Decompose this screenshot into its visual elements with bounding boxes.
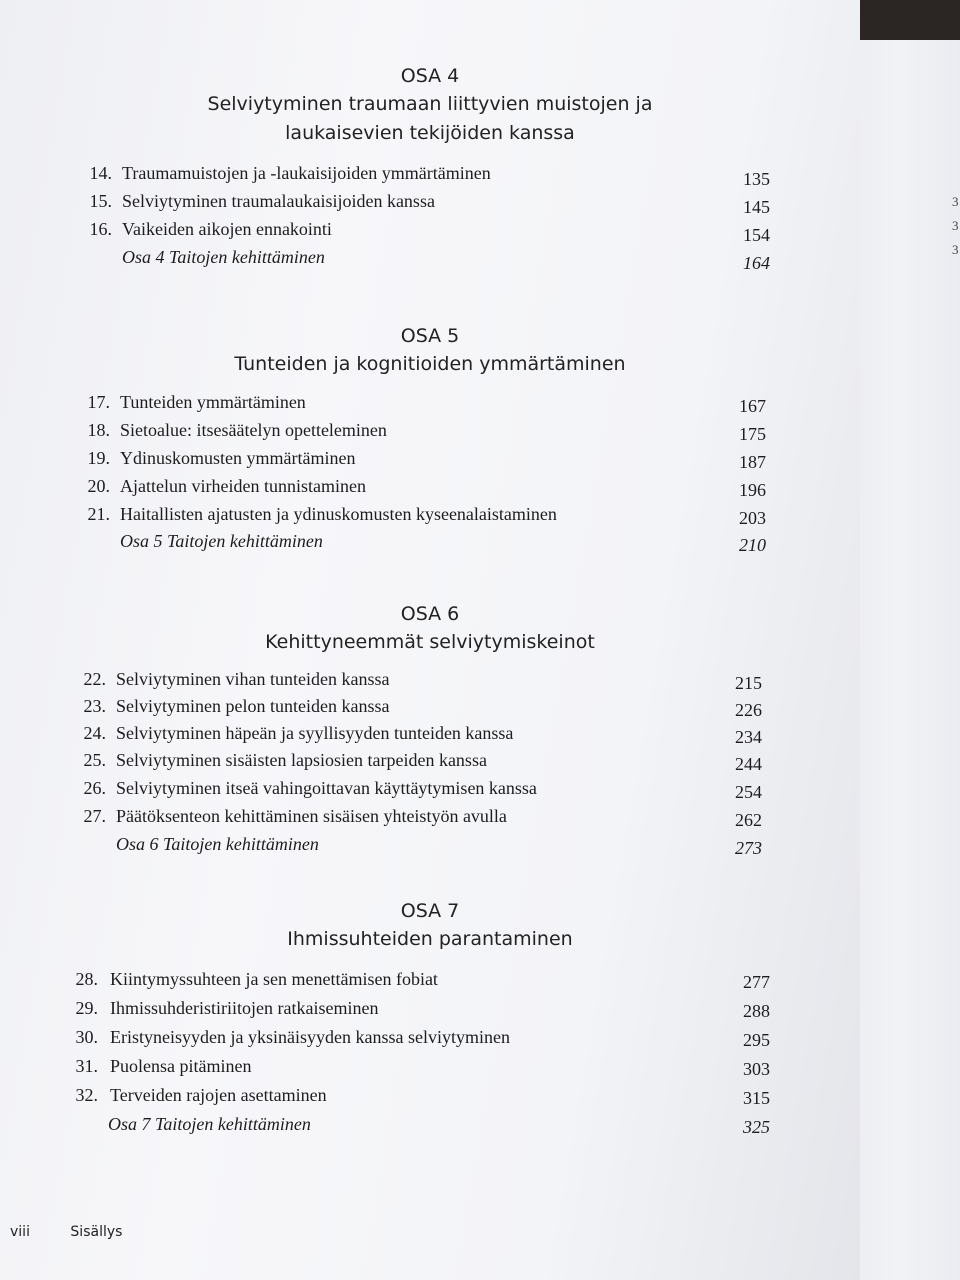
page-number: 210 xyxy=(739,535,766,555)
page-number: 203 xyxy=(739,508,766,528)
page-footer xyxy=(10,1224,122,1240)
chapter-number: 30. xyxy=(75,1027,98,1047)
chapter-number: 19. xyxy=(87,448,110,468)
part-title: Kehittyneemmät selviytymiskeinot xyxy=(265,631,595,653)
chapter-number: 17. xyxy=(87,392,110,412)
page-number: 262 xyxy=(735,810,762,830)
chapter-title: Selviytyminen sisäisten lapsiosien tarpeiden kanssa xyxy=(116,750,487,770)
chapter-title: Vaikeiden aikojen ennakointi xyxy=(122,219,332,239)
chapter-number: 21. xyxy=(87,504,110,524)
chapter-title: Terveiden rajojen asettaminen xyxy=(110,1085,327,1105)
chapter-number: 16. xyxy=(89,219,112,239)
chapter-number: 29. xyxy=(75,998,98,1018)
page-number: 295 xyxy=(743,1030,770,1050)
page-number: 303 xyxy=(743,1059,770,1079)
page-number: 254 xyxy=(735,782,762,802)
page-number: 145 xyxy=(743,197,770,217)
folio-number: viii xyxy=(10,1224,30,1240)
page-number: 277 xyxy=(743,972,770,992)
chapter-number: 27. xyxy=(83,806,106,826)
chapter-number: 31. xyxy=(75,1056,98,1076)
part-label: OSA 7 xyxy=(400,900,460,922)
skills-section-title: Osa 7 Taitojen kehittäminen xyxy=(108,1114,311,1134)
part-title: Ihmissuhteiden parantaminen xyxy=(287,928,573,950)
chapter-number: 26. xyxy=(83,778,106,798)
page-number: 196 xyxy=(739,480,766,500)
page-number: 288 xyxy=(743,1001,770,1021)
page-number: 273 xyxy=(735,838,762,858)
chapter-title: Traumamuistojen ja -laukaisijoiden ymmärtäminen xyxy=(122,163,491,183)
page-number: 135 xyxy=(743,169,770,189)
page-number: 215 xyxy=(735,673,762,693)
chapter-title: Selviytyminen häpeän ja syyllisyyden tunteiden kanssa xyxy=(116,723,514,743)
part-title: laukaisevien tekijöiden kanssa xyxy=(285,122,575,144)
chapter-title: Tunteiden ymmärtäminen xyxy=(120,392,306,412)
part-title: Selviytyminen traumaan liittyvien muistojen ja xyxy=(207,93,653,115)
chapter-title: Selviytyminen pelon tunteiden kanssa xyxy=(116,696,390,716)
page-number: 244 xyxy=(735,754,762,774)
chapter-number: 32. xyxy=(75,1085,98,1105)
adjacent-page-number: 3 xyxy=(952,194,959,209)
chapter-title: Selviytyminen traumalaukaisijoiden kanssa xyxy=(122,191,435,211)
chapter-number: 18. xyxy=(87,420,110,440)
skills-section-title: Osa 4 Taitojen kehittäminen xyxy=(122,247,325,267)
chapter-title: Selviytyminen vihan tunteiden kanssa xyxy=(116,669,390,689)
chapter-number: 23. xyxy=(83,696,106,716)
page-number: 315 xyxy=(743,1088,770,1108)
page-number: 234 xyxy=(735,727,762,747)
running-footer-title: Sisällys xyxy=(70,1224,123,1240)
chapter-title: Puolensa pitäminen xyxy=(110,1056,252,1076)
part-heading xyxy=(0,897,860,954)
page-number: 154 xyxy=(743,225,770,245)
page-number: 175 xyxy=(739,424,766,444)
chapter-title: Ihmissuhderistiriitojen ratkaiseminen xyxy=(110,998,379,1018)
part-label: OSA 5 xyxy=(400,325,460,347)
skills-section-title: Osa 5 Taitojen kehittäminen xyxy=(120,531,323,551)
chapter-title: Ydinuskomusten ymmärtäminen xyxy=(120,448,356,468)
chapter-number: 22. xyxy=(83,669,106,689)
chapter-number: 14. xyxy=(89,163,112,183)
chapter-title: Haitallisten ajatusten ja ydinuskomusten kyseenalaistaminen xyxy=(120,504,557,524)
adjacent-page-number: 3 xyxy=(952,242,959,257)
chapter-title: Sietoalue: itsesäätelyn opetteleminen xyxy=(120,420,387,440)
part-label: OSA 6 xyxy=(400,603,460,625)
chapter-number: 15. xyxy=(89,191,112,211)
chapter-title: Päätöksenteon kehittäminen sisäisen yhteistyön avulla xyxy=(116,806,507,826)
page-number: 187 xyxy=(739,452,766,472)
part-heading xyxy=(0,322,860,379)
chapter-number: 25. xyxy=(83,750,106,770)
page-number: 167 xyxy=(739,396,766,416)
page-number: 325 xyxy=(743,1117,770,1137)
chapter-title: Kiintymyssuhteen ja sen menettämisen fobiat xyxy=(110,969,438,989)
chapter-number: 24. xyxy=(83,723,106,743)
chapter-title: Eristyneisyyden ja yksinäisyyden kanssa selviytyminen xyxy=(110,1027,510,1047)
chapter-title: Ajattelun virheiden tunnistaminen xyxy=(120,476,366,496)
part-label: OSA 4 xyxy=(400,65,460,87)
page-number: 226 xyxy=(735,700,762,720)
part-heading xyxy=(0,62,860,148)
page-number: 164 xyxy=(743,253,770,273)
adjacent-page-number: 3 xyxy=(952,218,959,233)
chapter-number: 28. xyxy=(75,969,98,989)
chapter-title: Selviytyminen itseä vahingoittavan käyttäytymisen kanssa xyxy=(116,778,537,798)
part-heading xyxy=(0,600,860,657)
skills-section-title: Osa 6 Taitojen kehittäminen xyxy=(116,834,319,854)
part-title: Tunteiden ja kognitioiden ymmärtäminen xyxy=(234,353,626,375)
chapter-number: 20. xyxy=(87,476,110,496)
